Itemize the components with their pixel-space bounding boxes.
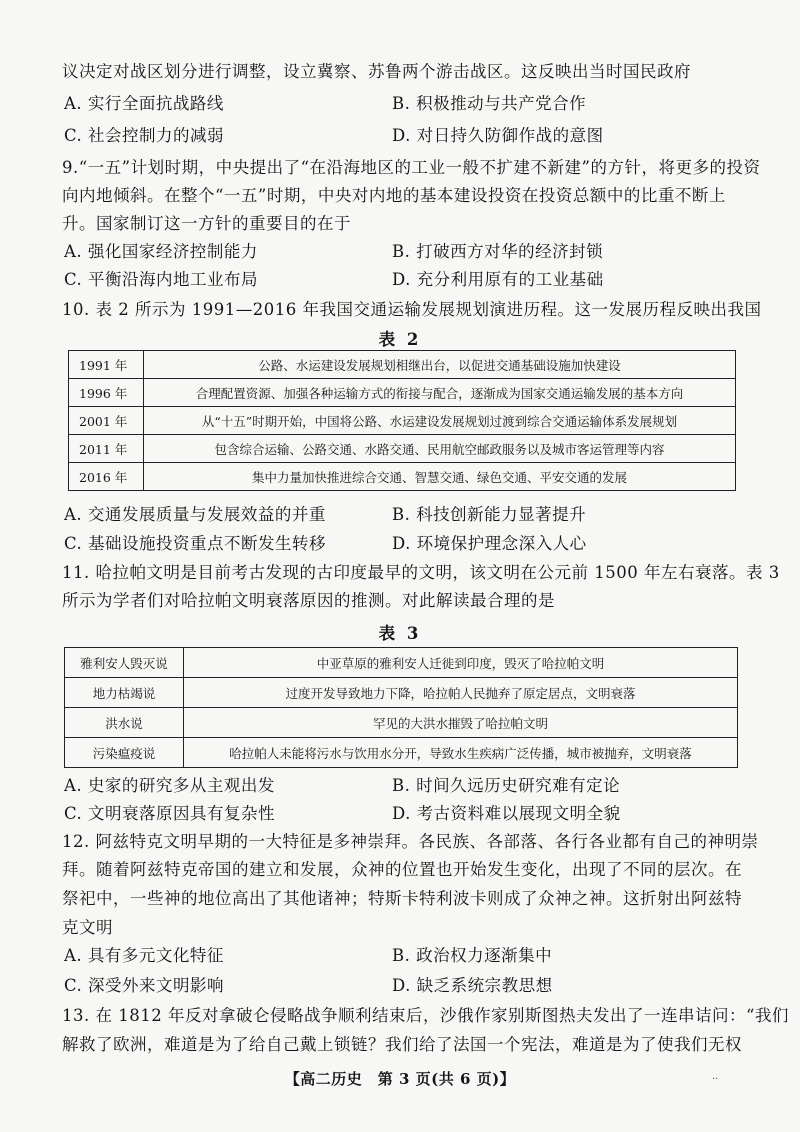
q11-option-b: B. 时间久远历史研究难有定论 (392, 776, 621, 795)
table-2-content: 从“十五”时期开始，中国将公路、水运建设发展规划过渡到综合交通运输体系发展规划 (144, 407, 736, 435)
table-2-caption: 表 2 (378, 330, 422, 349)
table-2-year: 2011 年 (69, 435, 144, 463)
table-3-content: 哈拉帕人未能将污水与饮用水分开，导致水生疾病广泛传播，城市被抛弃，文明衰落 (184, 738, 738, 768)
q12-stem-line-1: 12. 阿兹特克文明早期的一大特征是多神崇拜。各民族、各部落、各行各业都有自己的神明崇 (62, 832, 759, 851)
table-row (65, 678, 738, 708)
q11-option-d: D. 考古资料难以展现文明全貌 (392, 804, 621, 823)
table-2-year: 1991 年 (69, 351, 144, 379)
table-2-content: 合理配置资源、加强各种运输方式的衔接与配合，逐渐成为国家交通运输发展的基本方向 (144, 379, 736, 407)
table-row (69, 463, 736, 491)
q8-option-b: B. 积极推动与共产党合作 (392, 94, 587, 113)
q11-stem-line-1: 11. 哈拉帕文明是目前考古发现的古印度最早的文明，该文明在公元前 1500 年左右衰落。表 3 (62, 563, 780, 582)
q8-stem-line: 议决定对战区划分进行调整，设立冀察、苏鲁两个游击战区。这反映出当时国民政府 (62, 62, 691, 81)
q12-option-b: B. 政治权力逐渐集中 (392, 946, 553, 965)
q12-option-a: A. 具有多元文化特征 (64, 946, 224, 965)
q10-option-b: B. 科技创新能力显著提升 (392, 505, 587, 524)
table-3-caption: 表 3 (378, 624, 422, 643)
q11-option-a: A. 史家的研究多从主观出发 (64, 776, 275, 795)
q10-option-c: C. 基础设施投资重点不断发生转移 (64, 534, 327, 553)
q8-option-a: A. 实行全面抗战路线 (64, 94, 224, 113)
table-row (69, 379, 736, 407)
table-3-content: 中亚草原的雅利安人迁徙到印度，毁灭了哈拉帕文明 (184, 648, 738, 678)
q8-option-d: D. 对日持久防御作战的意图 (392, 126, 604, 145)
table-3-theory: 污染瘟疫说 (65, 738, 184, 768)
table-2-content: 公路、水运建设发展规划相继出台，以促进交通基础设施加快建设 (144, 351, 736, 379)
table-row (69, 407, 736, 435)
table-row (69, 435, 736, 463)
table-row (65, 708, 738, 738)
table-row (65, 738, 738, 768)
q12-stem-line-3: 祭祀中，一些神的地位高出了其他诸神；特斯卡特利波卡则成了众神之神。这折射出阿兹特 (62, 889, 742, 908)
table-3-content: 罕见的大洪水摧毁了哈拉帕文明 (184, 708, 738, 738)
table-2 (68, 350, 736, 491)
table-2-year: 1996 年 (69, 379, 144, 407)
q12-stem-line-4: 克文明 (62, 918, 113, 937)
table-2-content: 集中力量加快推进综合交通、智慧交通、绿色交通、平安交通的发展 (144, 463, 736, 491)
table-3-content: 过度开发导致地力下降，哈拉帕人民抛弃了原定居点，文明衰落 (184, 678, 738, 708)
q8-option-c: C. 社会控制力的减弱 (64, 126, 225, 145)
table-3 (64, 647, 738, 768)
q12-stem-line-2: 拜。随着阿兹特克帝国的建立和发展，众神的位置也开始发生变化，出现了不同的层次。在 (62, 860, 742, 879)
table-3-theory: 雅利安人毁灭说 (65, 648, 184, 678)
q10-option-d: D. 环境保护理念深入人心 (392, 534, 587, 553)
q10-stem-line: 10. 表 2 所示为 1991—2016 年我国交通运输发展规划演进历程。这一发展历程反映出我国 (62, 300, 762, 319)
table-2-year: 2001 年 (69, 407, 144, 435)
q9-stem-line-2: 向内地倾斜。在整个“一五”时期，中央对内地的基本建设投资在投资总额中的比重不断上 (62, 186, 726, 205)
table-row (69, 351, 736, 379)
q10-option-a: A. 交通发展质量与发展效益的并重 (64, 505, 326, 524)
table-3-theory: 洪水说 (65, 708, 184, 738)
table-2-year: 2016 年 (69, 463, 144, 491)
q13-stem-line-1: 13. 在 1812 年反对拿破仑侵略战争顺利结束后，沙俄作家别斯图热夫发出了一连串诘问：“我们 (62, 1006, 789, 1025)
q9-stem-line-3: 升。国家制订这一方针的重要目的在于 (62, 214, 351, 233)
q9-stem-line-1: 9.“一五”计划时期，中央提出了“在沿海地区的工业一般不扩建不新建”的方针，将更多的投资 (62, 158, 761, 177)
q9-option-a: A. 强化国家经济控制能力 (64, 242, 258, 261)
q12-option-c: C. 深受外来文明影响 (64, 976, 225, 995)
table-row (65, 648, 738, 678)
q9-option-c: C. 平衡沿海内地工业布局 (64, 270, 259, 289)
q11-option-c: C. 文明衰落原因具有复杂性 (64, 804, 276, 823)
table-3-theory: 地力枯竭说 (65, 678, 184, 708)
q12-option-d: D. 缺乏系统宗教思想 (392, 976, 553, 995)
q9-option-b: B. 打破西方对华的经济封锁 (392, 242, 604, 261)
page-footer: 【高二历史 第 3 页(共 6 页)】 (284, 1070, 516, 1088)
q11-stem-line-2: 所示为学者们对哈拉帕文明衰落原因的推测。对此解读最合理的是 (62, 591, 555, 610)
table-2-content: 包含综合运输、公路交通、水路交通、民用航空邮政服务以及城市客运管理等内容 (144, 435, 736, 463)
q13-stem-line-2: 解救了欧洲，难道是为了给自己戴上锁链？我们给了法国一个宪法，难道是为了使我们无权 (62, 1035, 742, 1054)
q9-option-d: D. 充分利用原有的工业基础 (392, 270, 604, 289)
corner-mark: ·· (712, 1074, 719, 1085)
